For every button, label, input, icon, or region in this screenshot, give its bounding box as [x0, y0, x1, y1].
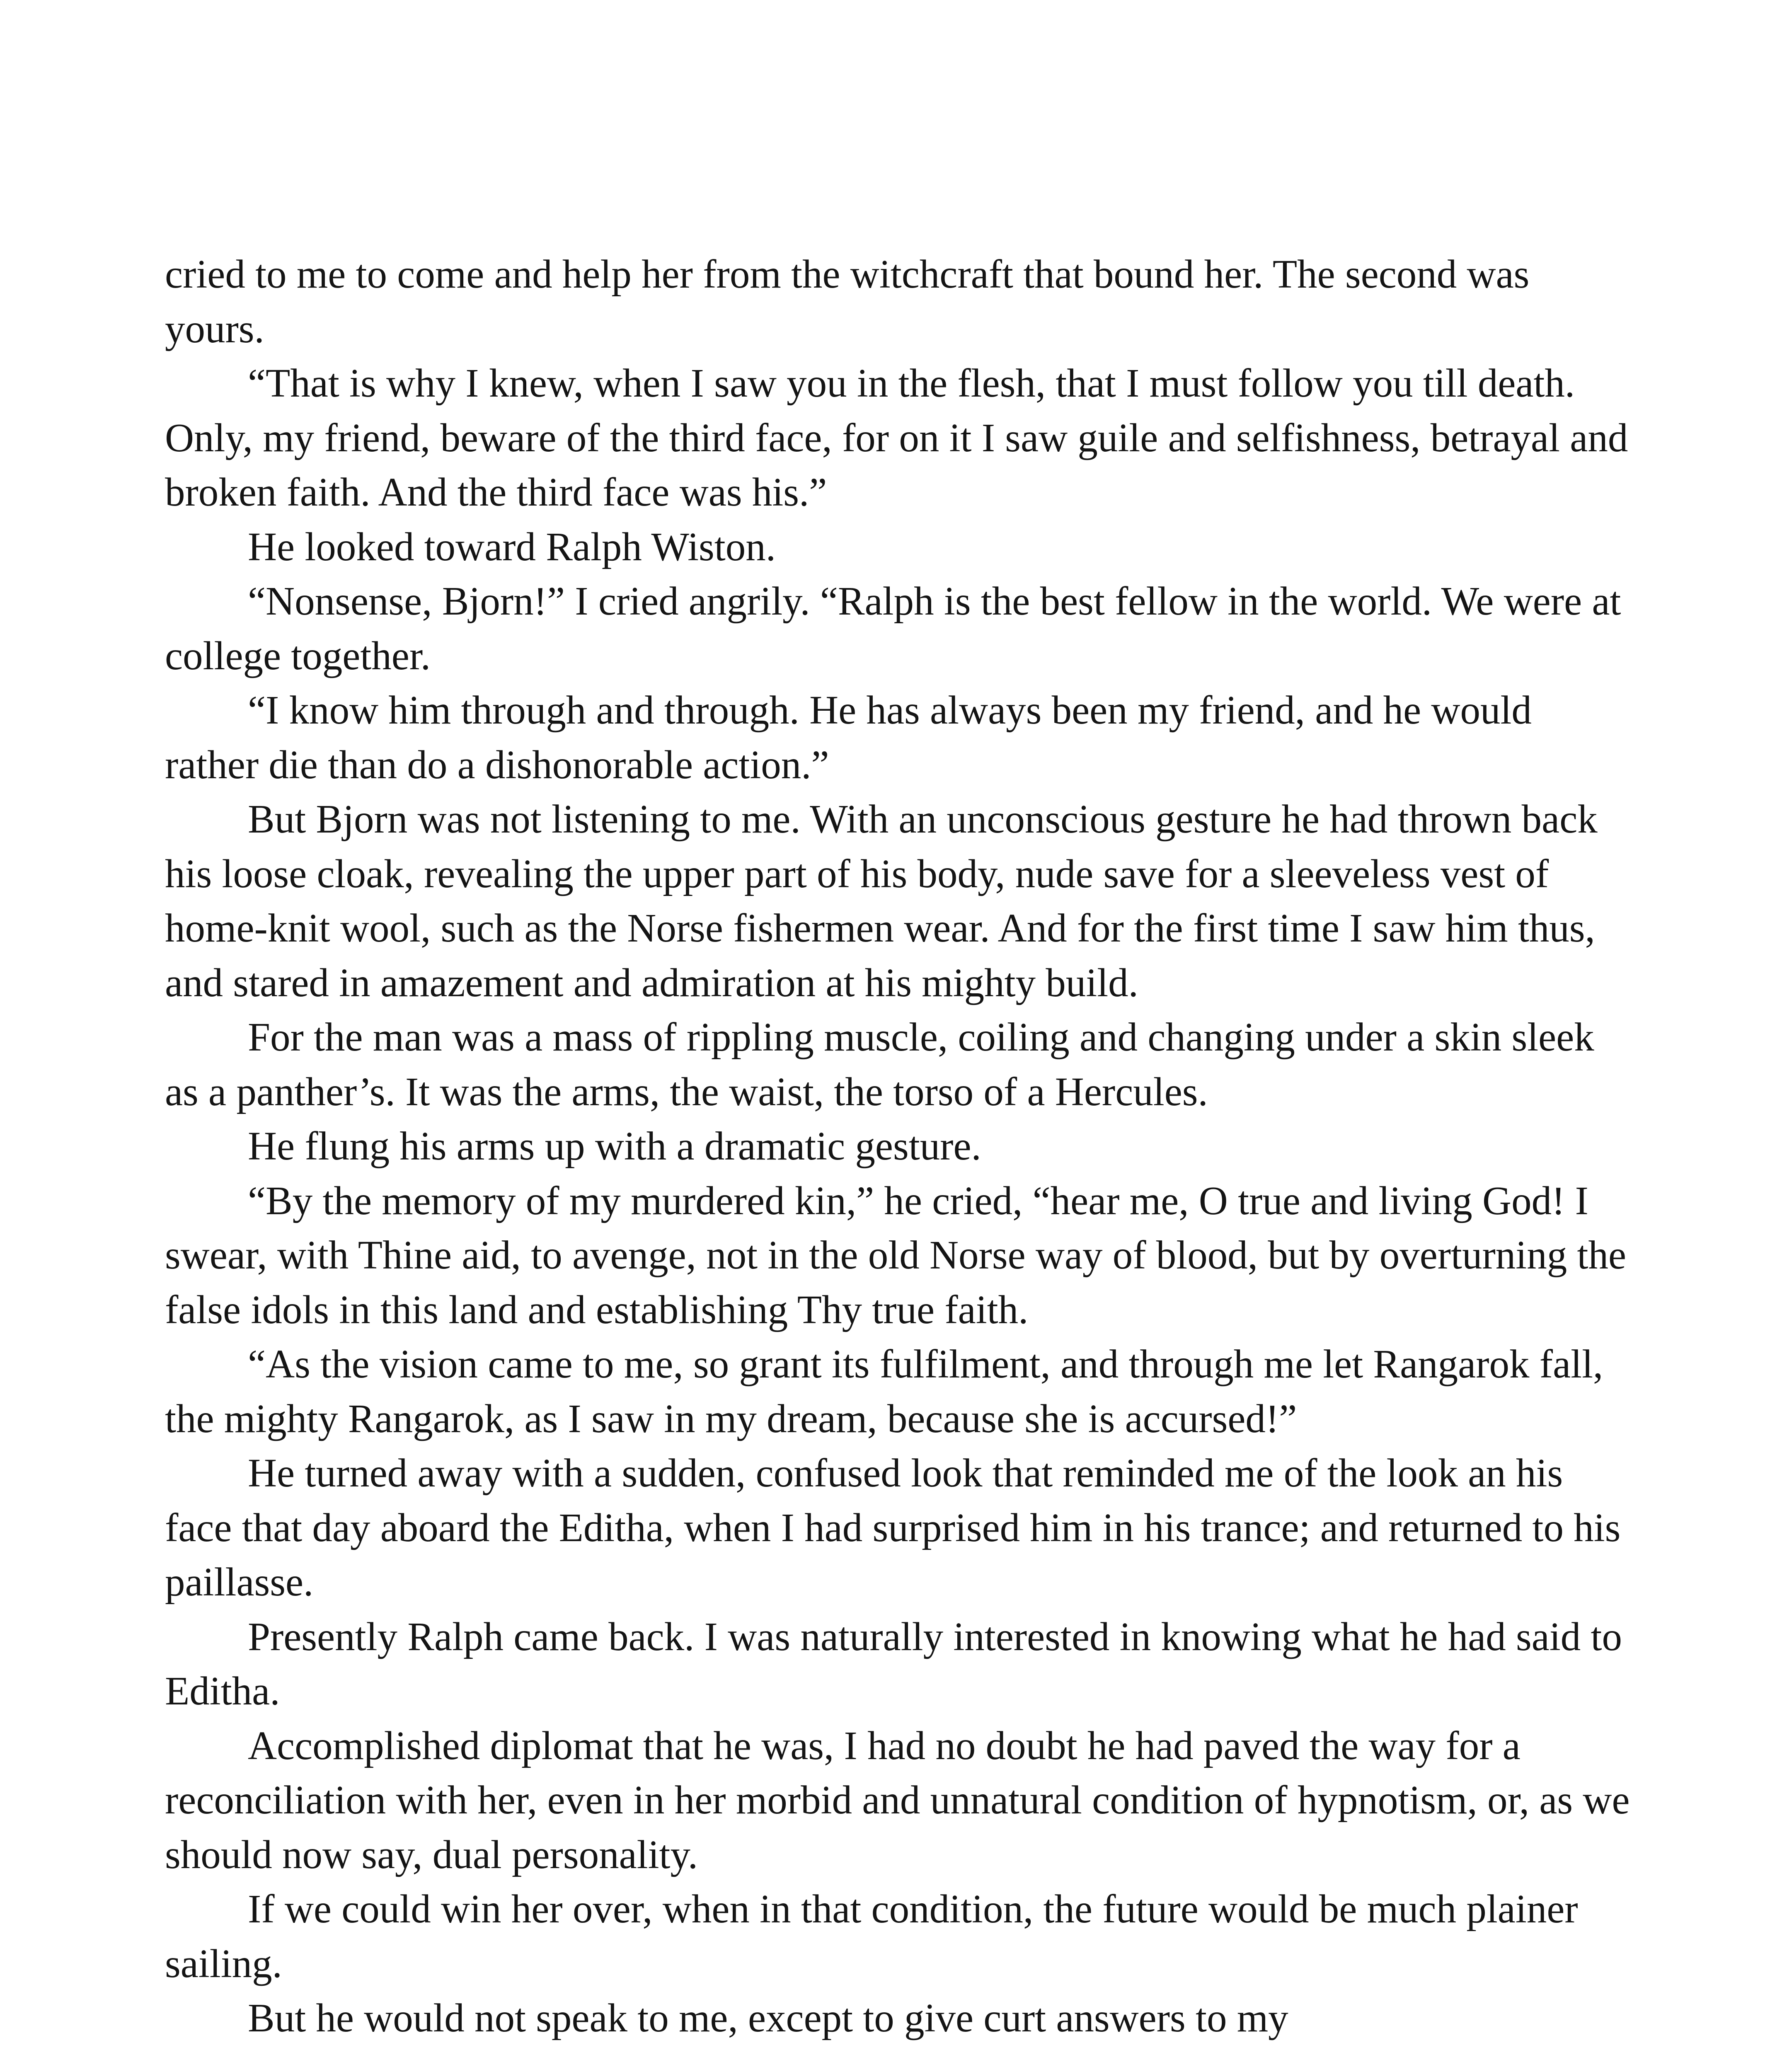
- paragraph: “By the memory of my murdered kin,” he cried, “hear me, O true and living God! I swear, with Thine aid, to avenge, not in the old Norse way of blood, but by overturning the false idols in this land and establishing Thy true faith.: [165, 1178, 1627, 1332]
- paragraph: But Bjorn was not listening to me. With an unconscious gesture he had thrown back his loose cloak, revealing the upper part of his body, nude save for a sleeveless vest of home-knit wool, such as the Norse fishermen wear. And for the first time I saw him thus, and stared in amazement and admiration at his mighty build.: [165, 797, 1598, 1005]
- paragraph: Presently Ralph came back. I was naturally interested in knowing what he had said to Editha.: [165, 1614, 1622, 1713]
- paragraph: “That is why I knew, when I saw you in the flesh, that I must follow you till death. Only, my friend, beware of the third face, for on it I saw guile and selfishness, betrayal and broken faith. And the third face was his.”: [165, 361, 1628, 514]
- paragraph: “I know him through and through. He has always been my friend, and he would rather die than do a dishonorable action.”: [165, 688, 1532, 787]
- paragraph: He flung his arms up with a dramatic gesture.: [248, 1124, 981, 1168]
- paragraph: But he would not speak to me, except to give curt answers to my: [248, 1996, 1288, 2040]
- paragraph: Accomplished diplomat that he was, I had no doubt he had paved the way for a reconciliation with her, even in her morbid and unnatural condition of hypnotism, or, as we should now say, dual personality.: [165, 1723, 1630, 1877]
- paragraph: “As the vision came to me, so grant its fulfilment, and through me let Rangarok fall, the mighty Rangarok, as I saw in my dream, because she is accursed!”: [165, 1342, 1603, 1441]
- paragraph: He turned away with a sudden, confused look that reminded me of the look an his face that day aboard the Editha, when I had surprised him in his trance; and returned to his paillasse.: [165, 1451, 1621, 1604]
- paragraph: “Nonsense, Bjorn!” I cried angrily. “Ralph is the best fellow in the world. We were at college together.: [165, 579, 1621, 678]
- body-text: [165, 247, 1632, 2045]
- paragraph: cried to me to come and help her from the witchcraft that bound her. The second was yours.: [165, 252, 1530, 351]
- paragraph: If we could win her over, when in that condition, the future would be much plainer sailing.: [165, 1887, 1578, 1986]
- paragraph: He looked toward Ralph Wiston.: [248, 524, 776, 569]
- paragraph: For the man was a mass of rippling muscle, coiling and changing under a skin sleek as a panther’s. It was the arms, the waist, the torso of a Hercules.: [165, 1015, 1594, 1114]
